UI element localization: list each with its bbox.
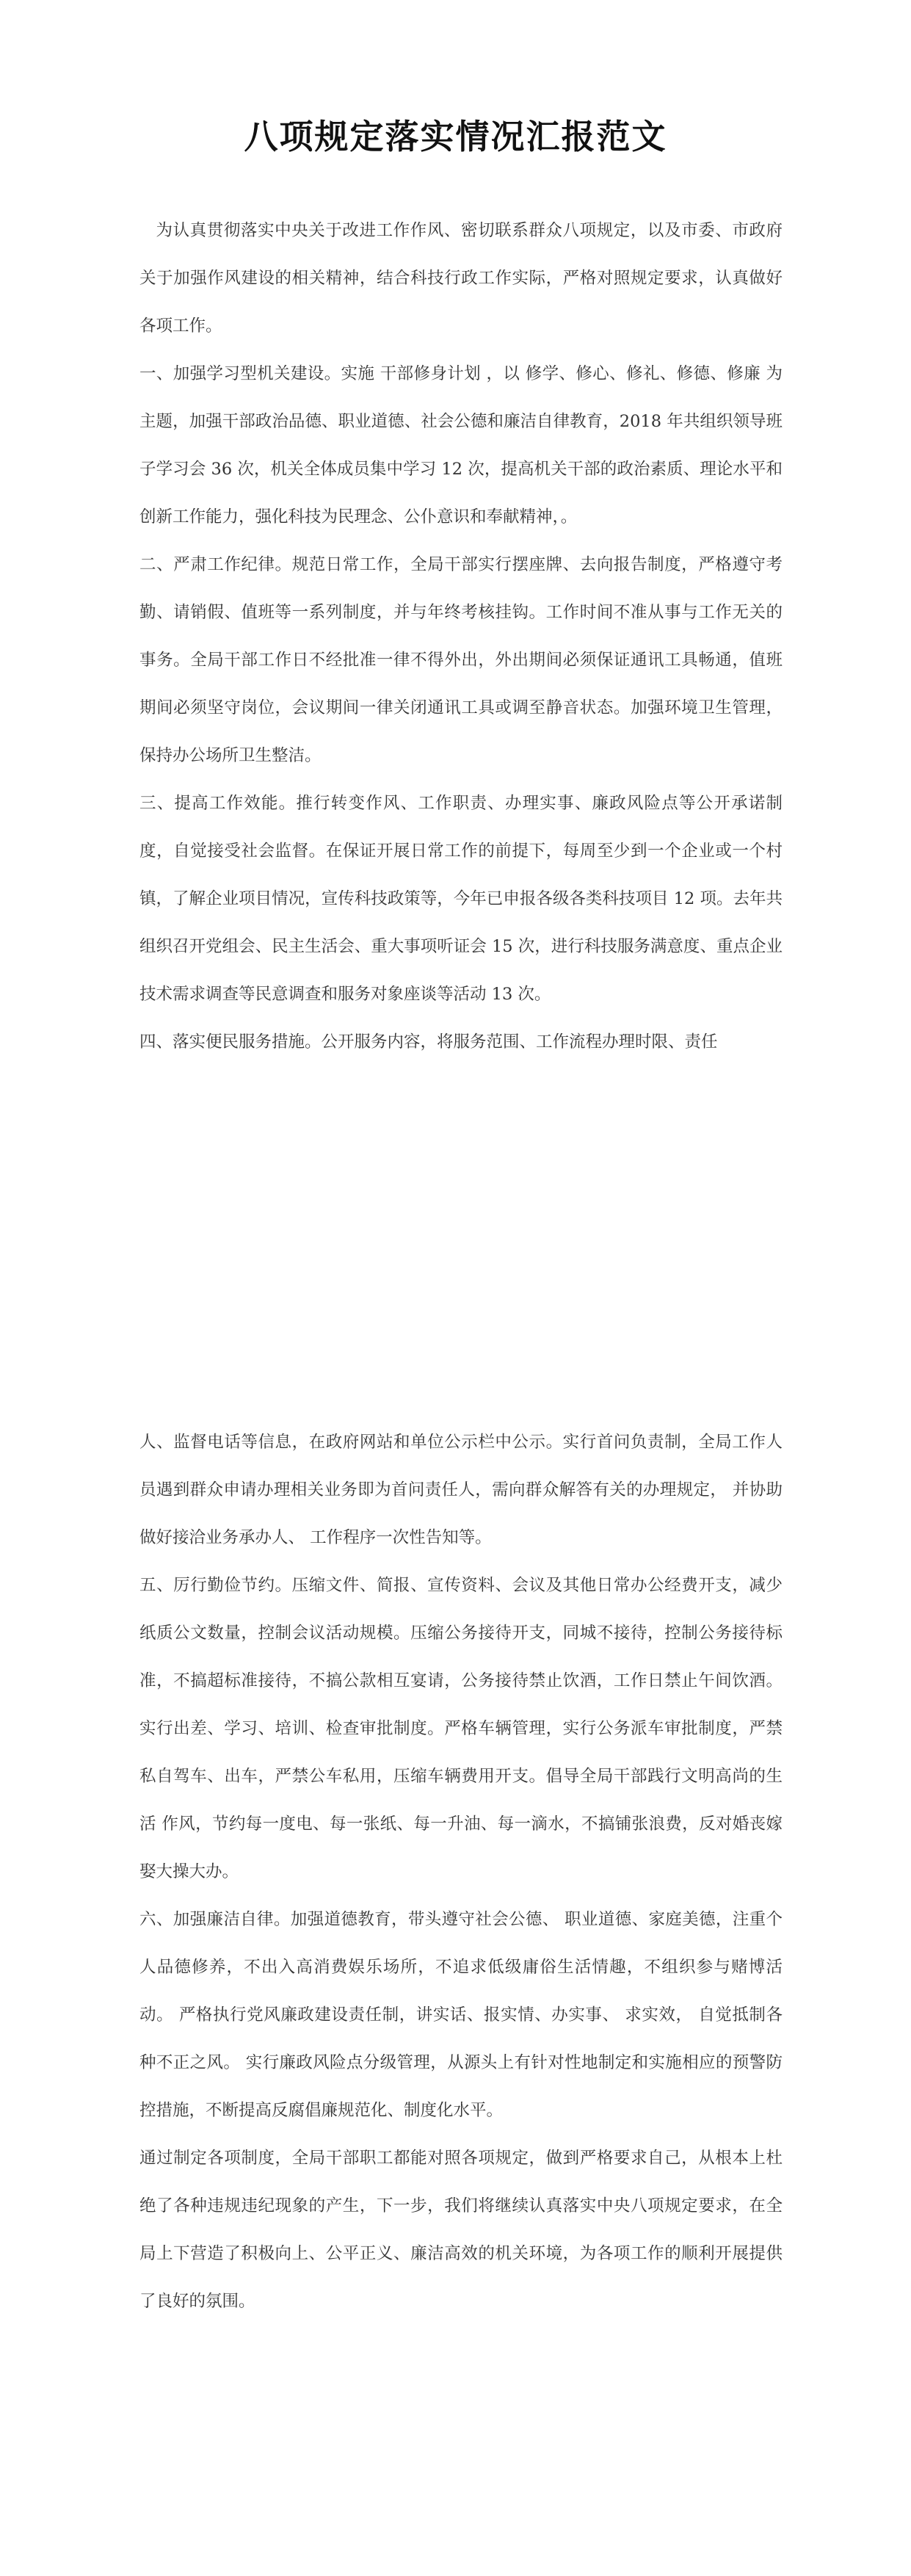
section-one-paragraph: 一、加强学习型机关建设。实施 干部修身计划 ，以 修学、修心、修礼、修德、修廉 为主题，加强干部政治品德、职业道德、社会公德和廉洁自律教育，2018 年共组织领导班子学习会 36 次，机关全体成员集中学习 12 次，提高机关干部的政治素质、理论水平和创新工作能力，强化科技为民理念、公仆意识和奉献精神，。 [139,364,783,527]
page-two-body [139,1419,783,2326]
section-three-paragraph: 三、提高工作效能。推行转变作风、工作职责、办理实事、廉政风险点等公开承诺制度，自觉接受社会监督。在保证开展日常工作的前提下，每周至少到一个企业或一个村镇，了解企业项目情况，宣传科技政策等，今年已申报各级各类科技项目 12 项。去年共组织召开党组会、民主生活会、重大事项听证会 15 次，进行科技服务满意度、重点企业技术需求调查等民意调查和服务对象座谈等活动 13 次。 [139,794,783,1004]
section-five-paragraph: 五、厉行勤俭节约。压缩文件、简报、宣传资料、会议及其他日常办公经费开支，减少纸质公文数量，控制会议活动规模。压缩公务接待开支，同城不接待，控制公务接待标准，不搞超标准接待，不搞公款相互宴请，公务接待禁止饮酒，工作日禁止午间饮酒。实行出差、学习、培训、检查审批制度。严格车辆管理，实行公务派车审批制度，严禁私自驾车、出车，严禁公车私用，压缩车辆费用开支。倡导全局干部践行文明高尚的生活 作风，节约每一度电、每一张纸、每一升油、每一滴水，不搞铺张浪费，反对婚丧嫁娶大操大办。 [139,1576,783,1881]
page-one-body [139,207,783,1066]
document-title: 八项规定落实情况汇报范文 [244,117,667,156]
intro-paragraph: 为认真贯彻落实中央关于改进工作作风、密切联系群众八项规定，以及市委、市政府关于加强作风建设的相关精神，结合科技行政工作实际，严格对照规定要求，认真做好各项工作。 [139,221,783,336]
section-two-paragraph: 二、严肃工作纪律。规范日常工作，全局干部实行摆座牌、去向报告制度，严格遵守考勤、请销假、值班等一系列制度，并与年终考核挂钩。工作时间不准从事与工作无关的事务。全局干部工作日不经批准一律不得外出，外出期间必须保证通讯工具畅通，值班期间必须坚守岗位，会议期间一律关闭通讯工具或调至静音状态。加强环境卫生管理，保持办公场所卫生整洁。 [139,555,783,765]
section-six-paragraph: 六、加强廉洁自律。加强道德教育，带头遵守社会公德、 职业道德、家庭美德，注重个人品德修养，不出入高消费娱乐场所，不追求低级庸俗生活情趣，不组织参与赌博活动。 严格执行党风廉政建设责任制，讲实话、报实情、办实事、 求实效， 自觉抵制各种不正之风。 实行廉政风险点分级管理，从源头上有针对性地制定和实施相应的预警防控措施，不断提高反腐倡廉规范化、制度化水平。 [139,1910,783,2120]
section-four-paragraph-start: 四、落实便民服务措施。公开服务内容，将服务范围、工作流程办理时限、责任 [139,1032,718,1052]
conclusion-paragraph: 通过制定各项制度，全局干部职工都能对照各项规定，做到严格要求自己，从根本上杜绝了各种违规违纪现象的产生，下一步，我们将继续认真落实中央八项规定要求，在全局上下营造了积极向上、公平正义、廉洁高效的机关环境，为各项工作的顺利开展提供了良好的氛围。 [139,2149,783,2311]
section-four-paragraph-continued: 人、监督电话等信息，在政府网站和单位公示栏中公示。实行首问负责制，全局工作人员遇到群众申请办理相关业务即为首问责任人，需向群众解答有关的办理规定， 并协助做好接洽业务承办人、 工作程序一次性告知等。 [139,1433,783,1547]
